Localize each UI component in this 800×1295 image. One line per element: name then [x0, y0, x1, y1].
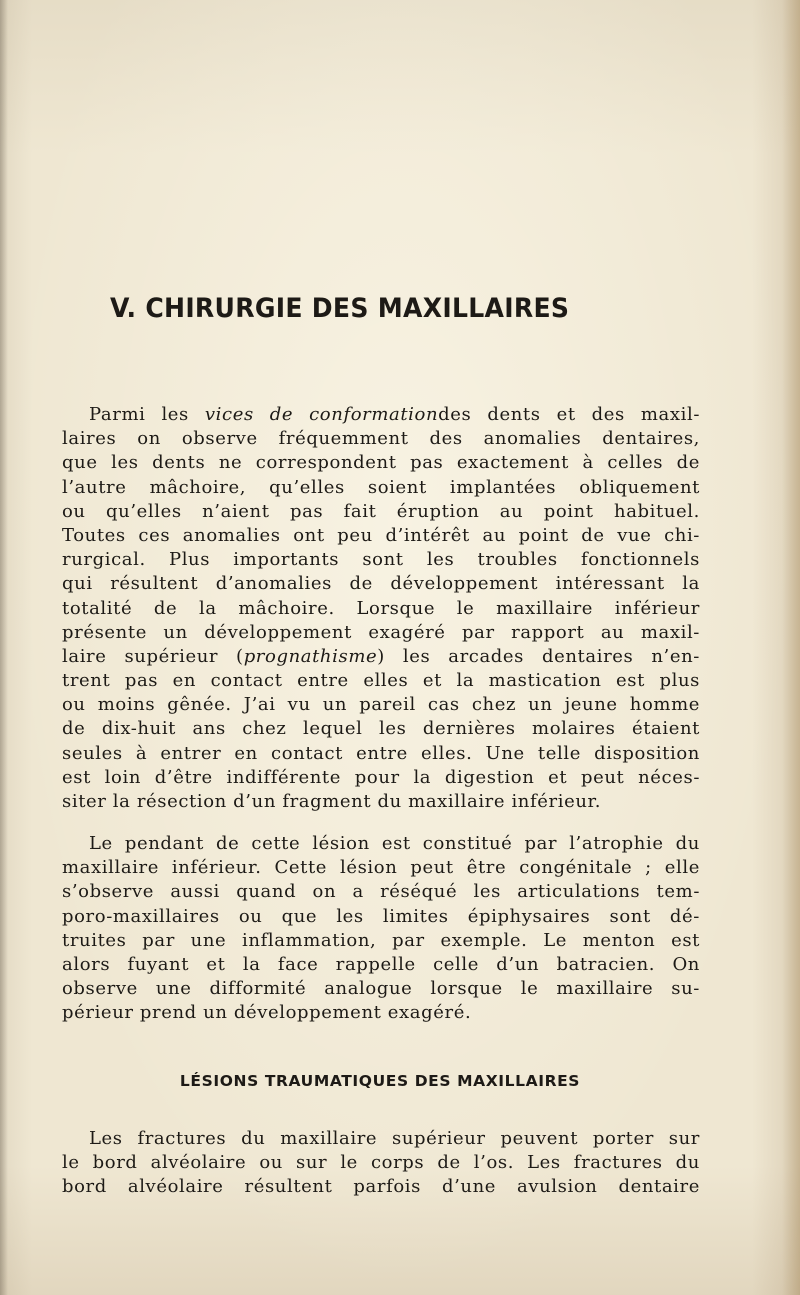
text-line: Le pendant de cette lésion est constitué par l’atrophie du	[89, 833, 700, 854]
text-line: laire supérieur (prognathisme) les arcades dentaires n’en-	[62, 645, 700, 667]
text-line: rurgical. Plus importants sont les troubles fonctionnels	[62, 549, 700, 571]
text-line: observe une difformité analogue lorsque le maxillaire su-	[62, 978, 700, 1000]
text-line: présente un développement exagéré par rapport au maxil-	[62, 621, 700, 643]
text-line: totalité de la mâchoire. Lorsque le maxillaire inférieur	[62, 597, 700, 619]
text-line: Toutes ces anomalies ont peu d’intérêt au point de vue chi-	[62, 524, 700, 546]
italic-term: prognathisme	[243, 645, 378, 667]
text-line: seules à entrer en contact entre elles. Une telle disposition	[62, 742, 700, 764]
text-line: truites par une inflammation, par exemple. Le menton est	[62, 929, 700, 951]
text-line: maxillaire inférieur. Cette lésion peut être congénitale ; elle	[62, 857, 700, 879]
text-line: qui résultent d’anomalies de développement intéressant la	[62, 573, 700, 595]
page-edge-stain	[782, 0, 800, 1295]
paragraph-atrophie	[62, 832, 700, 1026]
chapter-title: V. CHIRURGIE DES MAXILLAIRES	[110, 293, 570, 324]
text-line: laires on observe fréquemment des anomalies dentaires,	[62, 428, 700, 450]
text-line: est loin d’être indifférente pour la digestion et peut néces-	[62, 766, 700, 788]
text-line: ou moins gênée. J’ai vu un pareil cas chez un jeune homme	[62, 694, 700, 716]
text-line: poro-maxillaires ou que les limites épiphysaires sont dé-	[62, 905, 700, 927]
text-line: de dix-huit ans chez lequel les dernières molaires étaient	[62, 718, 700, 740]
text-line: le bord alvéolaire ou sur le corps de l’os. Les fractures du	[62, 1152, 700, 1174]
italic-term: vices de conformation	[204, 404, 439, 425]
text-line: alors fuyant et la face rappelle celle d’un batracien. On	[62, 953, 700, 975]
text-line: que les dents ne correspondent pas exactement à celles de	[62, 452, 700, 474]
text-line: l’autre mâchoire, qu’elles soient implantées obliquement	[62, 476, 700, 498]
paragraph-fractures	[62, 1127, 700, 1200]
text-line: siter la résection d’un fragment du maxillaire inférieur.	[62, 791, 602, 812]
text-line: s’observe aussi quand on a réséqué les articulations tem-	[62, 881, 700, 903]
text-line: Parmi les vices de conformationdes dents et des maxil-	[89, 404, 701, 425]
text-line: périeur prend un développement exagéré.	[62, 1002, 472, 1024]
text-line: ou qu’elles n’aient pas fait éruption au point habituel.	[62, 500, 700, 522]
text-line: bord alvéolaire résultent parfois d’une avulsion dentaire	[62, 1176, 700, 1198]
page-binding-shadow	[0, 0, 8, 1295]
text-line: trent pas en contact entre elles et la mastication est plus	[62, 670, 700, 692]
section-heading: LÉSIONS TRAUMATIQUES DES MAXILLAIRES	[179, 1072, 581, 1090]
text-line: Les fractures du maxillaire supérieur peuvent porter sur	[89, 1128, 700, 1149]
paragraph-vices-de-conformation	[62, 403, 700, 814]
